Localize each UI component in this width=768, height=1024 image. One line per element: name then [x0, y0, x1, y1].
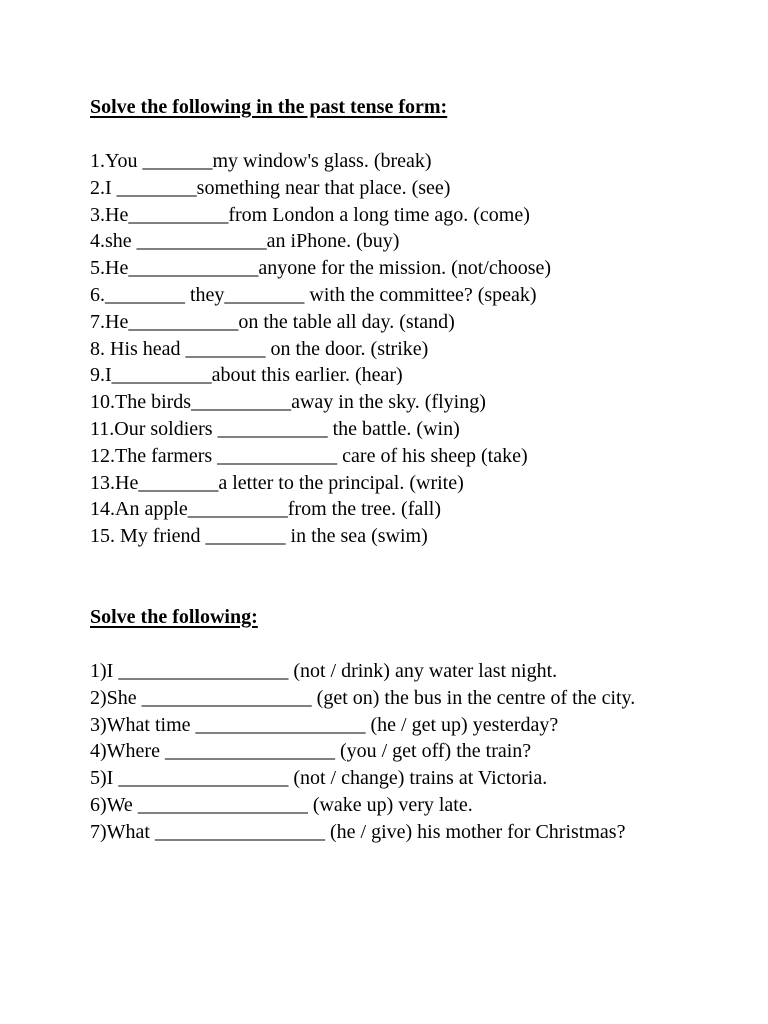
section2-exercise-list	[90, 658, 690, 846]
spacer	[90, 630, 690, 658]
exercise-item: 9.I__________about this earlier. (hear)	[90, 364, 403, 387]
worksheet	[90, 94, 690, 846]
exercise-item: 12.The farmers ____________ care of his sheep (take)	[90, 444, 528, 467]
exercise-item: 4)Where _________________ (you / get off) the train?	[90, 740, 532, 763]
exercise-item: 1.You _______my window's glass. (break)	[90, 150, 432, 172]
section2-heading: Solve the following:	[90, 605, 258, 628]
section1-exercise-list	[90, 148, 690, 550]
exercise-item: 7.He___________on the table all day. (stand)	[90, 310, 455, 333]
exercise-item: 7)What _________________ (he / give) his mother for Christmas?	[90, 820, 626, 843]
exercise-item: 5)I _________________ (not / change) trains at Victoria.	[90, 767, 548, 790]
exercise-item: 1)I _________________ (not / drink) any water last night.	[90, 659, 558, 682]
exercise-item: 11.Our soldiers ___________ the battle. (win)	[90, 417, 460, 440]
exercise-item: 6)We _________________ (wake up) very late.	[90, 793, 473, 816]
exercise-item: 14.An apple__________from the tree. (fall)	[90, 498, 442, 521]
exercise-item: 6.________ they________ with the committee? (speak)	[90, 283, 537, 306]
exercise-item: 3.He__________from London a long time ago. (come)	[90, 203, 530, 226]
exercise-item: 5.He_____________anyone for the mission. (not/choose)	[90, 257, 552, 280]
exercise-item: 2.I ________something near that place. (see)	[90, 176, 451, 199]
exercise-item: 10.The birds__________away in the sky. (flying)	[90, 391, 486, 414]
spacer	[90, 120, 690, 148]
exercise-item: 15. My friend ________ in the sea (swim)	[90, 525, 428, 548]
exercise-item: 8. His head ________ on the door. (strike)	[90, 337, 429, 360]
section1-heading: Solve the following in the past tense form:	[90, 96, 448, 118]
spacer	[90, 550, 690, 604]
exercise-item: 4.she _____________an iPhone. (buy)	[90, 230, 400, 253]
exercise-item: 13.He________a letter to the principal. (write)	[90, 471, 464, 494]
exercise-item: 3)What time _________________ (he / get up) yesterday?	[90, 713, 559, 736]
exercise-item: 2)She _________________ (get on) the bus in the centre of the city.	[90, 686, 636, 709]
